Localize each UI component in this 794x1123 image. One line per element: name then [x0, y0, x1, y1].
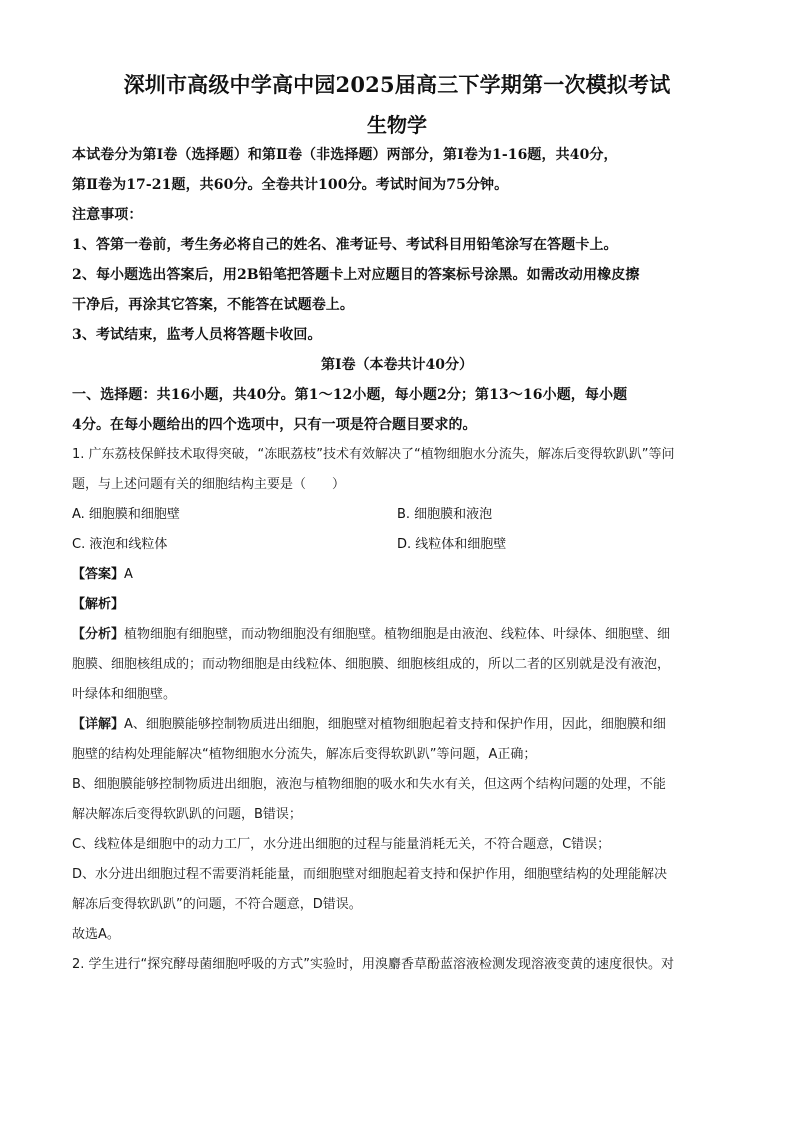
- fenxi-paragraph: [72, 620, 722, 650]
- explain-b: B、细胞膜能够控制物质进出细胞，液泡与植物细胞的吸水和失水有关，但这两个结构问题的处理，不能: [72, 777, 666, 792]
- notice-item-2: 2、每小题选出答案后，用2B铅笔把答题卡上对应题目的答案标号涂黑。如需改动用橡皮擦: [72, 267, 640, 283]
- section-instructions: 一、选择题：共16小题，共40分。第1～12小题，每小题2分；第13～16小题，每小题: [72, 387, 628, 403]
- option-a: A. 细胞膜和细胞壁: [72, 507, 180, 522]
- subject-title: 生物学: [367, 113, 427, 137]
- question-stem: 2. 学生进行“探究酵母菌细胞呼吸的方式”实验时，用溴麝香草酚蓝溶液检测发现溶液变黄的速度很快。对: [72, 957, 675, 972]
- exam-title: 深圳市高级中学高中园2025届高三下学期第一次模拟考试: [123, 72, 671, 97]
- question-stem: 1. 广东荔枝保鲜技术取得突破，“冻眠荔枝”技术有效解决了“植物细胞水分流失，解冻后变得软趴趴”等问: [72, 447, 675, 462]
- fenxi-text: 植物细胞有细胞壁，而动物细胞没有细胞壁。植物细胞是由液泡、线粒体、叶绿体、细胞壁、细: [124, 627, 671, 642]
- explain-d: D、水分进出细胞过程不需要消耗能量，而细胞壁对细胞起着支持和保护作用，细胞壁结构的处理能解决: [72, 867, 668, 882]
- option-b: B. 细胞膜和液泡: [397, 507, 493, 522]
- explain-d-cont: 解冻后变得软趴趴”的问题，不符合题意，D错误。: [72, 897, 362, 912]
- section-heading: 第Ⅰ卷（本卷共计40分）: [320, 357, 474, 373]
- question-2: [72, 950, 722, 980]
- section-instructions-cont: 4分。在每小题给出的四个选项中，只有一项是符合题目要求的。: [72, 417, 477, 433]
- intro-line: 本试卷分为第Ⅰ卷（选择题）和第Ⅱ卷（非选择题）两部分，第Ⅰ卷为1-16题，共40分，: [72, 147, 618, 163]
- xiangjie-tag: 【详解】: [72, 717, 125, 732]
- fenxi-text-cont: 胞膜、细胞核组成的；而动物细胞是由线粒体、细胞膜、细胞核组成的，所以二者的区别就是没有液泡，: [72, 657, 671, 672]
- intro-block: [72, 140, 722, 200]
- question-1: [72, 440, 722, 950]
- answer-options: [72, 500, 722, 560]
- fenxi-text-cont: 叶绿体和细胞壁。: [72, 687, 177, 702]
- exam-page: [72, 72, 722, 980]
- notice-item-1: 1、答第一卷前，考生务必将自己的姓名、准考证号、考试科目用铅笔涂写在答题卡上。: [72, 237, 618, 253]
- answer-tag: 【答案】: [72, 567, 125, 582]
- notice-item-3: 3、考试结束，监考人员将答题卡收回。: [72, 327, 322, 343]
- conclusion: 故选A。: [72, 927, 120, 942]
- intro-line: 第Ⅱ卷为17-21题，共60分。全卷共计100分。考试时间为75分钟。: [72, 177, 509, 193]
- notice-heading: 注意事项：: [72, 207, 143, 223]
- option-d: D. 线粒体和细胞壁: [397, 537, 507, 552]
- explain-b-cont: 解决解冻后变得软趴趴的问题，B错误；: [72, 807, 302, 822]
- answer-line: [72, 560, 722, 590]
- xiangjie-paragraph: [72, 710, 722, 740]
- xiangjie-text: A、细胞膜能够控制物质进出细胞，细胞壁对植物细胞起着支持和保护作用，因此，细胞膜和细: [124, 717, 666, 732]
- option-c: C. 液泡和线粒体: [72, 537, 168, 552]
- notice-item-2-cont: 干净后，再涂其它答案，不能答在试题卷上。: [72, 297, 354, 313]
- section-1: [72, 350, 722, 440]
- xiangjie-text-cont: 胞壁的结构处理能解决“植物细胞水分流失，解冻后变得软趴趴”等问题，A正确；: [72, 747, 537, 762]
- fenxi-tag: 【分析】: [72, 627, 125, 642]
- analysis-tag: 【解析】: [72, 597, 125, 612]
- analysis-line: [72, 590, 722, 620]
- question-stem-cont: 题，与上述问题有关的细胞结构主要是（ ）: [72, 477, 346, 492]
- explain-c: C、线粒体是细胞中的动力工厂，水分进出细胞的过程与能量消耗无关，不符合题意，C错误；: [72, 837, 611, 852]
- notice-block: [72, 200, 722, 350]
- answer-value: A: [124, 567, 133, 582]
